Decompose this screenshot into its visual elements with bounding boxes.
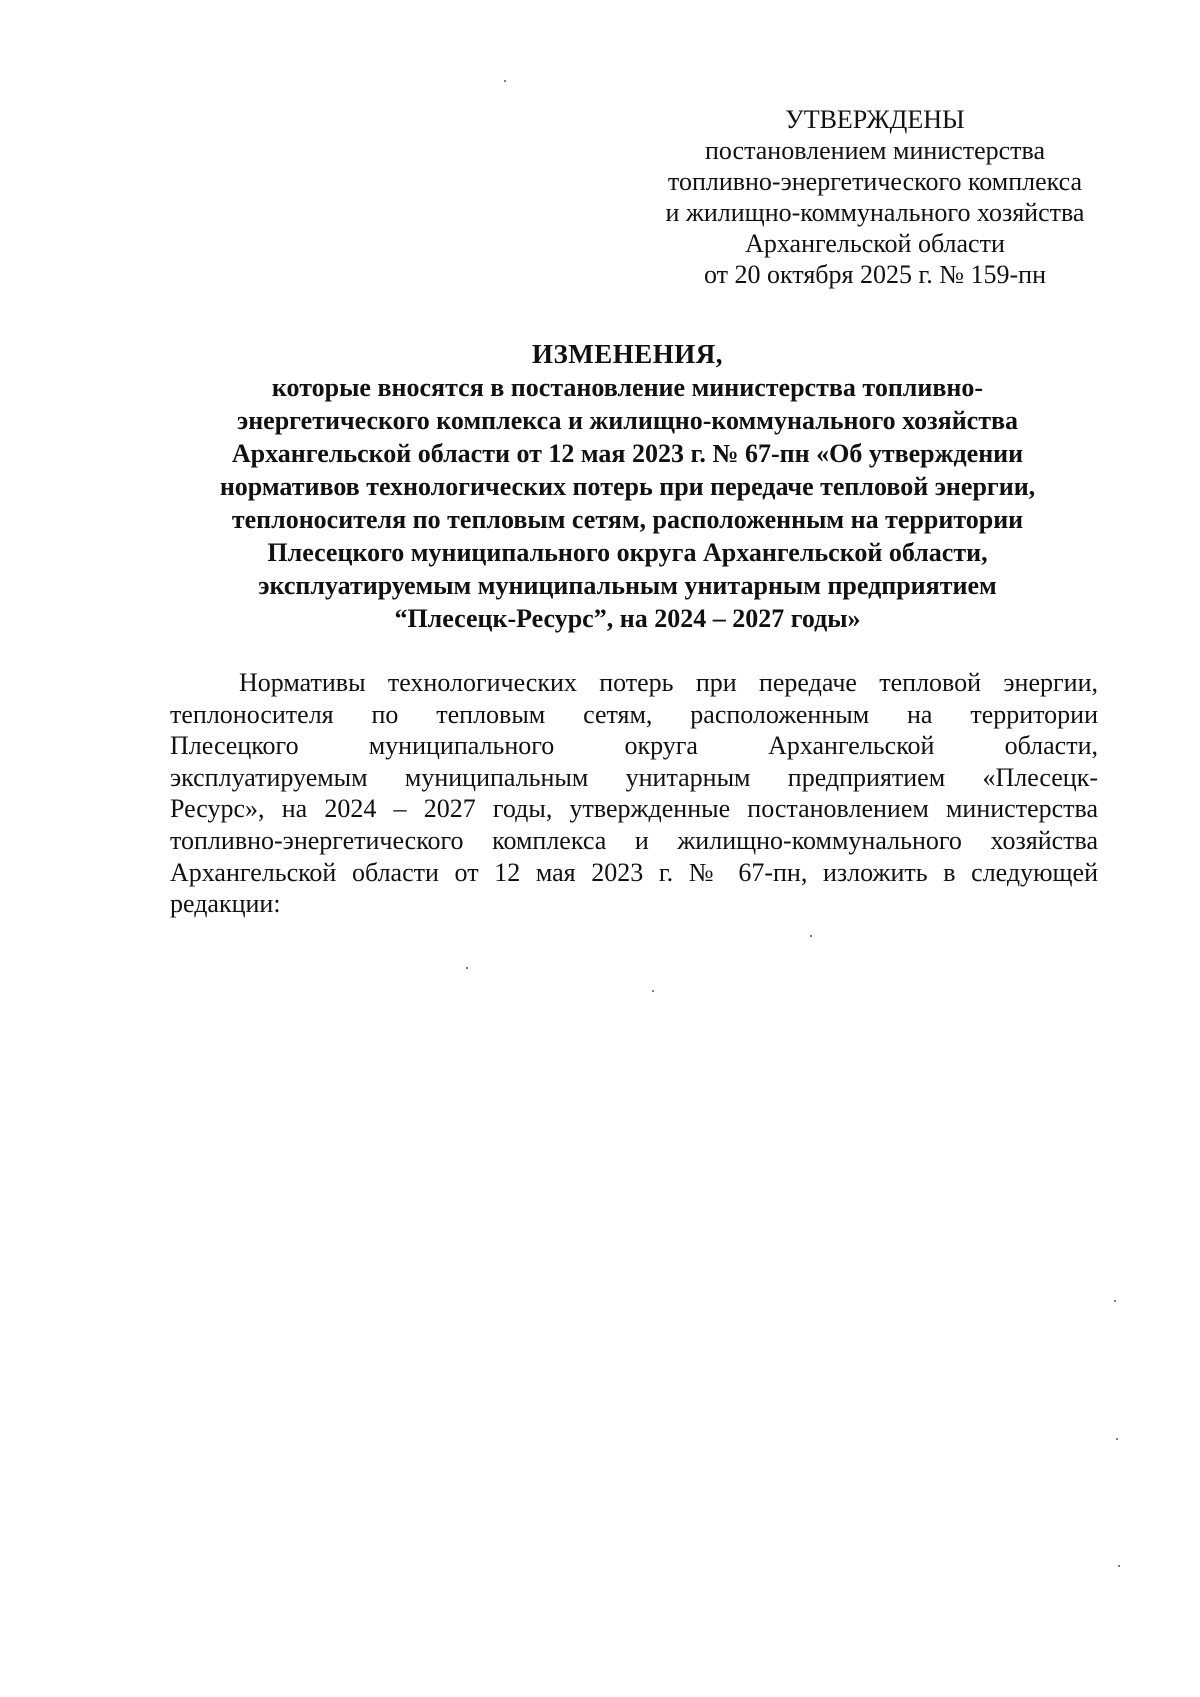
body-line: теплоносителя по тепловым сетям, расположенным на территории xyxy=(170,699,1098,729)
scan-speck xyxy=(504,80,506,82)
body-line: Ресурс», на 2024 – 2027 годы, утвержденные постановлением министерства xyxy=(170,794,1098,824)
body-line: Нормативы технологических потерь при передаче тепловой энергии, xyxy=(239,668,1098,697)
approval-line: и жилищно-коммунального хозяйства xyxy=(665,198,1085,227)
scan-speck xyxy=(1114,1300,1116,1302)
approval-heading: УТВЕРЖДЕНЫ xyxy=(785,105,965,134)
approval-line: Архангельской области xyxy=(745,229,1005,258)
scan-speck xyxy=(1118,1565,1120,1567)
scan-speck xyxy=(1116,1438,1118,1440)
title-line: энергетического комплекса и жилищно-коммунального хозяйства xyxy=(236,406,1019,435)
title-line: эксплуатируемым муниципальным унитарным предприятием xyxy=(258,571,997,600)
approval-line: постановлением министерства xyxy=(704,136,1046,165)
approval-block xyxy=(630,104,1120,290)
approval-date-number: от 20 октября 2025 г. № 159-пн xyxy=(704,260,1046,289)
body-paragraph xyxy=(170,667,1098,920)
scan-speck xyxy=(810,935,812,937)
title-line: “Плесецк-Ресурс”, на 2024 – 2027 годы» xyxy=(394,604,861,633)
body-line: редакции: xyxy=(170,889,281,919)
body-line: топливно-энергетического комплекса и жилищно-коммунального хозяйства xyxy=(170,825,1098,855)
body-line: Архангельской области от 12 мая 2023 г. № 67-пн, изложить в следующей xyxy=(170,857,1098,887)
title-heading: ИЗМЕНЕНИЯ, xyxy=(531,339,723,369)
title-line: Плесецкого муниципального округа Архангельской области, xyxy=(267,538,988,567)
body-line: эксплуатируемым муниципальным унитарным предприятием «Плесецк- xyxy=(170,762,1098,792)
body-line: Плесецкого муниципального округа Архангельской области, xyxy=(170,731,1098,761)
title-line: которые вносятся в постановление министерства топливно- xyxy=(271,373,984,402)
approval-line: топливно-энергетического комплекса xyxy=(667,167,1083,196)
scan-speck xyxy=(652,990,654,992)
title-line: теплоносителя по тепловым сетям, расположенным на территории xyxy=(231,505,1024,534)
title-line: нормативов технологических потерь при передаче тепловой энергии, xyxy=(219,472,1036,501)
document-title xyxy=(160,337,1095,635)
title-line: Архангельской области от 12 мая 2023 г. № 67-пн «Об утверждении xyxy=(231,439,1024,468)
scan-speck xyxy=(466,967,468,969)
